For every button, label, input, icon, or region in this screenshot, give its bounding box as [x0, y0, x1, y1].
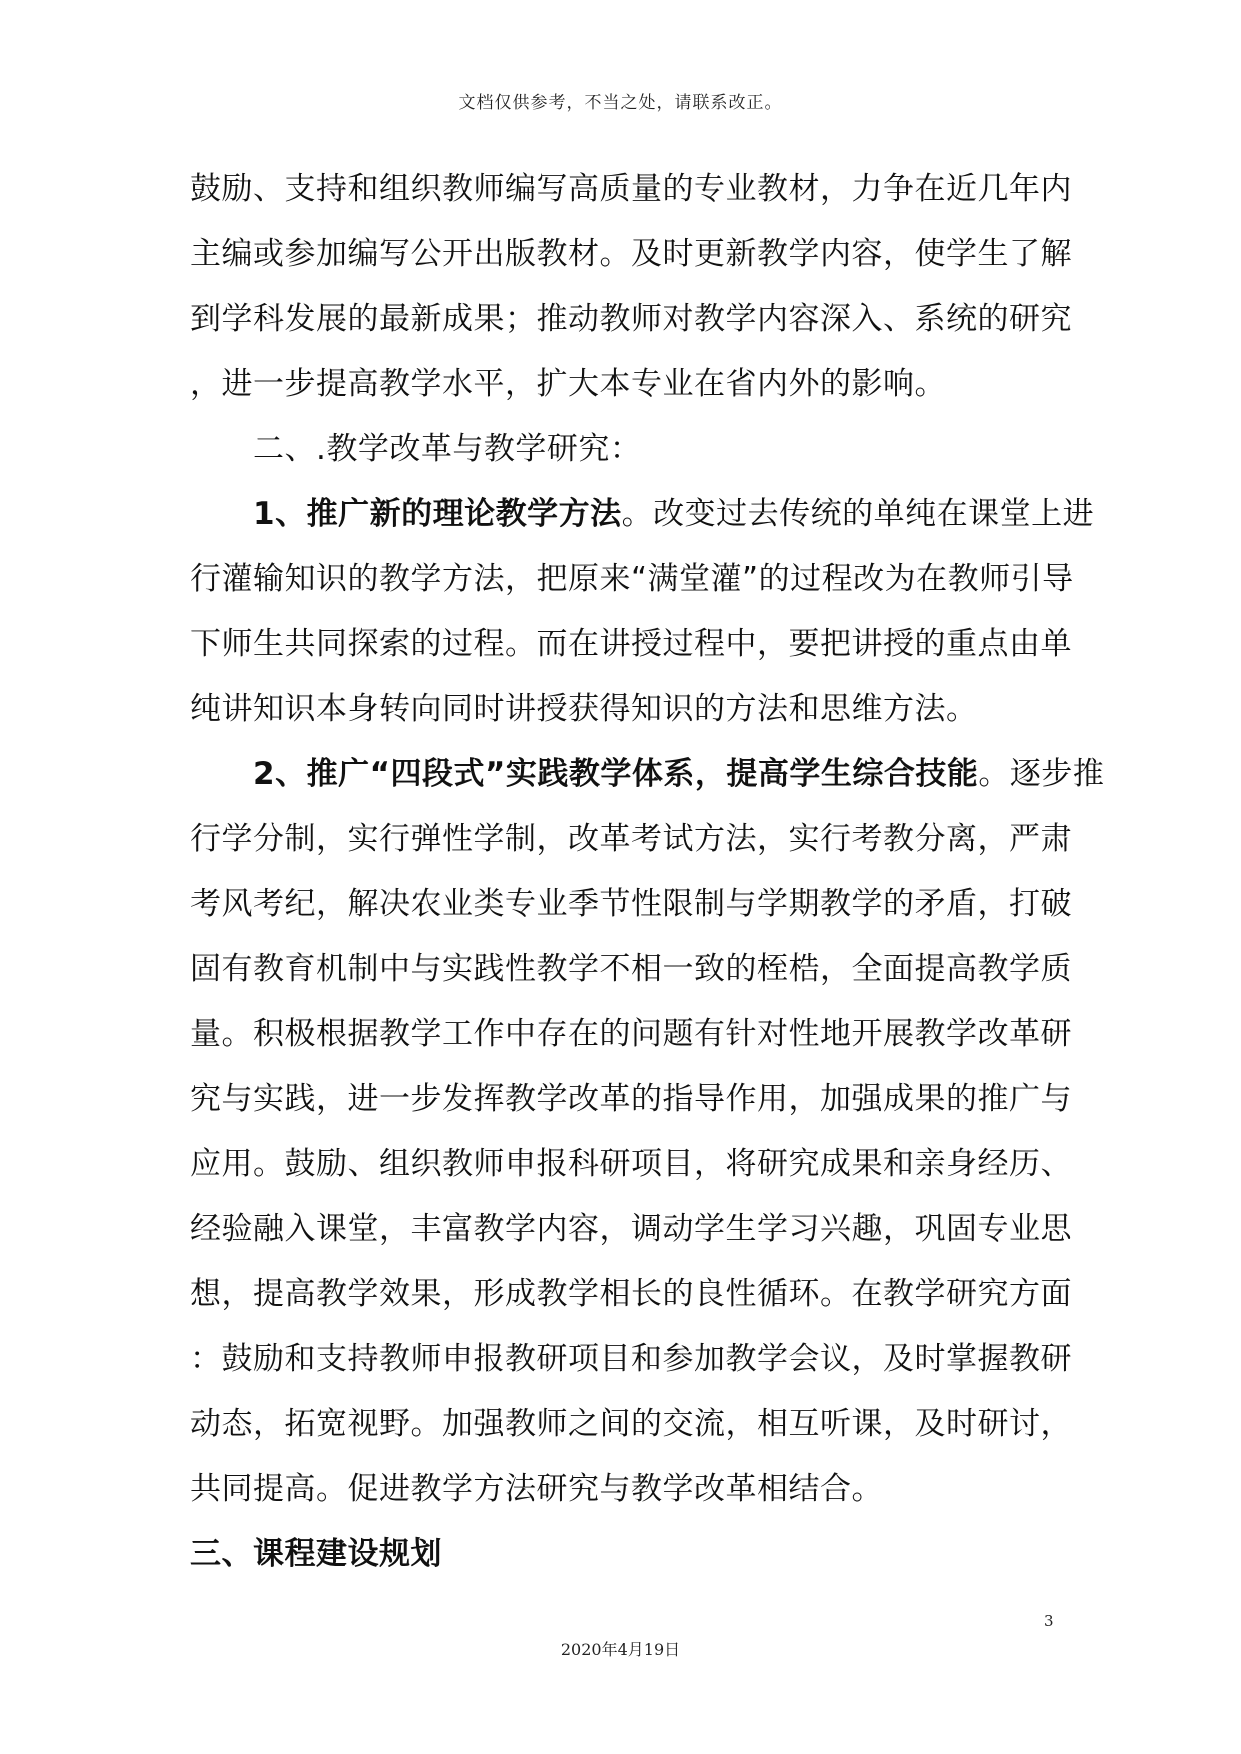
section-heading-3: 三、课程建设规划: [190, 1536, 442, 1572]
body-line: 共同提高。促进教学方法研究与教学改革相结合。: [190, 1471, 883, 1507]
body-line: 经验融入课堂，丰富教学内容，调动学生学习兴趣，巩固专业思: [190, 1211, 1072, 1247]
body-line: ，进一步提高教学水平，扩大本专业在省内外的影响。: [190, 366, 946, 402]
item-2-title: 2、推广“四段式”实践教学体系，提高学生综合技能: [253, 756, 979, 792]
item-1-title: 1、推广新的理论教学方法: [253, 496, 622, 532]
body-line: 下师生共同探索的过程。而在讲授过程中，要把讲授的重点由单: [190, 626, 1072, 662]
page-header: 文档仅供参考，不当之处，请联系改正。: [458, 93, 783, 113]
body-line: 鼓励、支持和组织教师编写高质量的专业教材，力争在近几年内: [190, 171, 1072, 207]
body-line: 到学科发展的最新成果；推动教师对教学内容深入、系统的研究: [190, 301, 1072, 337]
body-line: 考风考纪，解决农业类专业季节性限制与学期教学的矛盾，打破: [190, 886, 1072, 922]
body-line: 究与实践，进一步发挥教学改革的指导作用，加强成果的推广与: [190, 1081, 1072, 1117]
document-body: [190, 157, 1105, 1587]
body-line: 纯讲知识本身转向同时讲授获得知识的方法和思维方法。: [190, 691, 978, 727]
body-line: 主编或参加编写公开出版教材。及时更新教学内容，使学生了解: [190, 236, 1072, 272]
item-2-text: 。逐步推: [978, 756, 1105, 792]
body-line: 应用。鼓励、组织教师申报科研项目，将研究成果和亲身经历、: [190, 1146, 1072, 1182]
body-line: 动态，拓宽视野。加强教师之间的交流，相互听课，及时研讨，: [190, 1406, 1072, 1442]
item-1-text: 。改变过去传统的单纯在课堂上进: [621, 496, 1095, 532]
body-line: ：鼓励和支持教师申报教研项目和参加教学会议，及时掌握教研: [190, 1341, 1072, 1377]
body-line: 量。积极根据教学工作中存在的问题有针对性地开展教学改革研: [190, 1016, 1072, 1052]
body-line: 行灌输知识的教学方法，把原来“满堂灌”的过程改为在教师引导: [190, 561, 1074, 597]
body-line: 行学分制，实行弹性学制，改革考试方法，实行考教分离，严肃: [190, 821, 1072, 857]
paragraph-2-first-line: [190, 742, 1105, 807]
paragraph-1-first-line: [190, 482, 1095, 547]
footer-date: 2020年4月19日: [560, 1640, 681, 1659]
body-line: 固有教育机制中与实践性教学不相一致的桎梏，全面提高教学质: [190, 951, 1072, 987]
body-line: 想，提高教学效果，形成教学相长的良性循环。在教学研究方面: [190, 1276, 1072, 1312]
section-heading-2: 二、.教学改革与教学研究：: [253, 431, 642, 467]
page-number: 3: [1044, 1612, 1054, 1630]
